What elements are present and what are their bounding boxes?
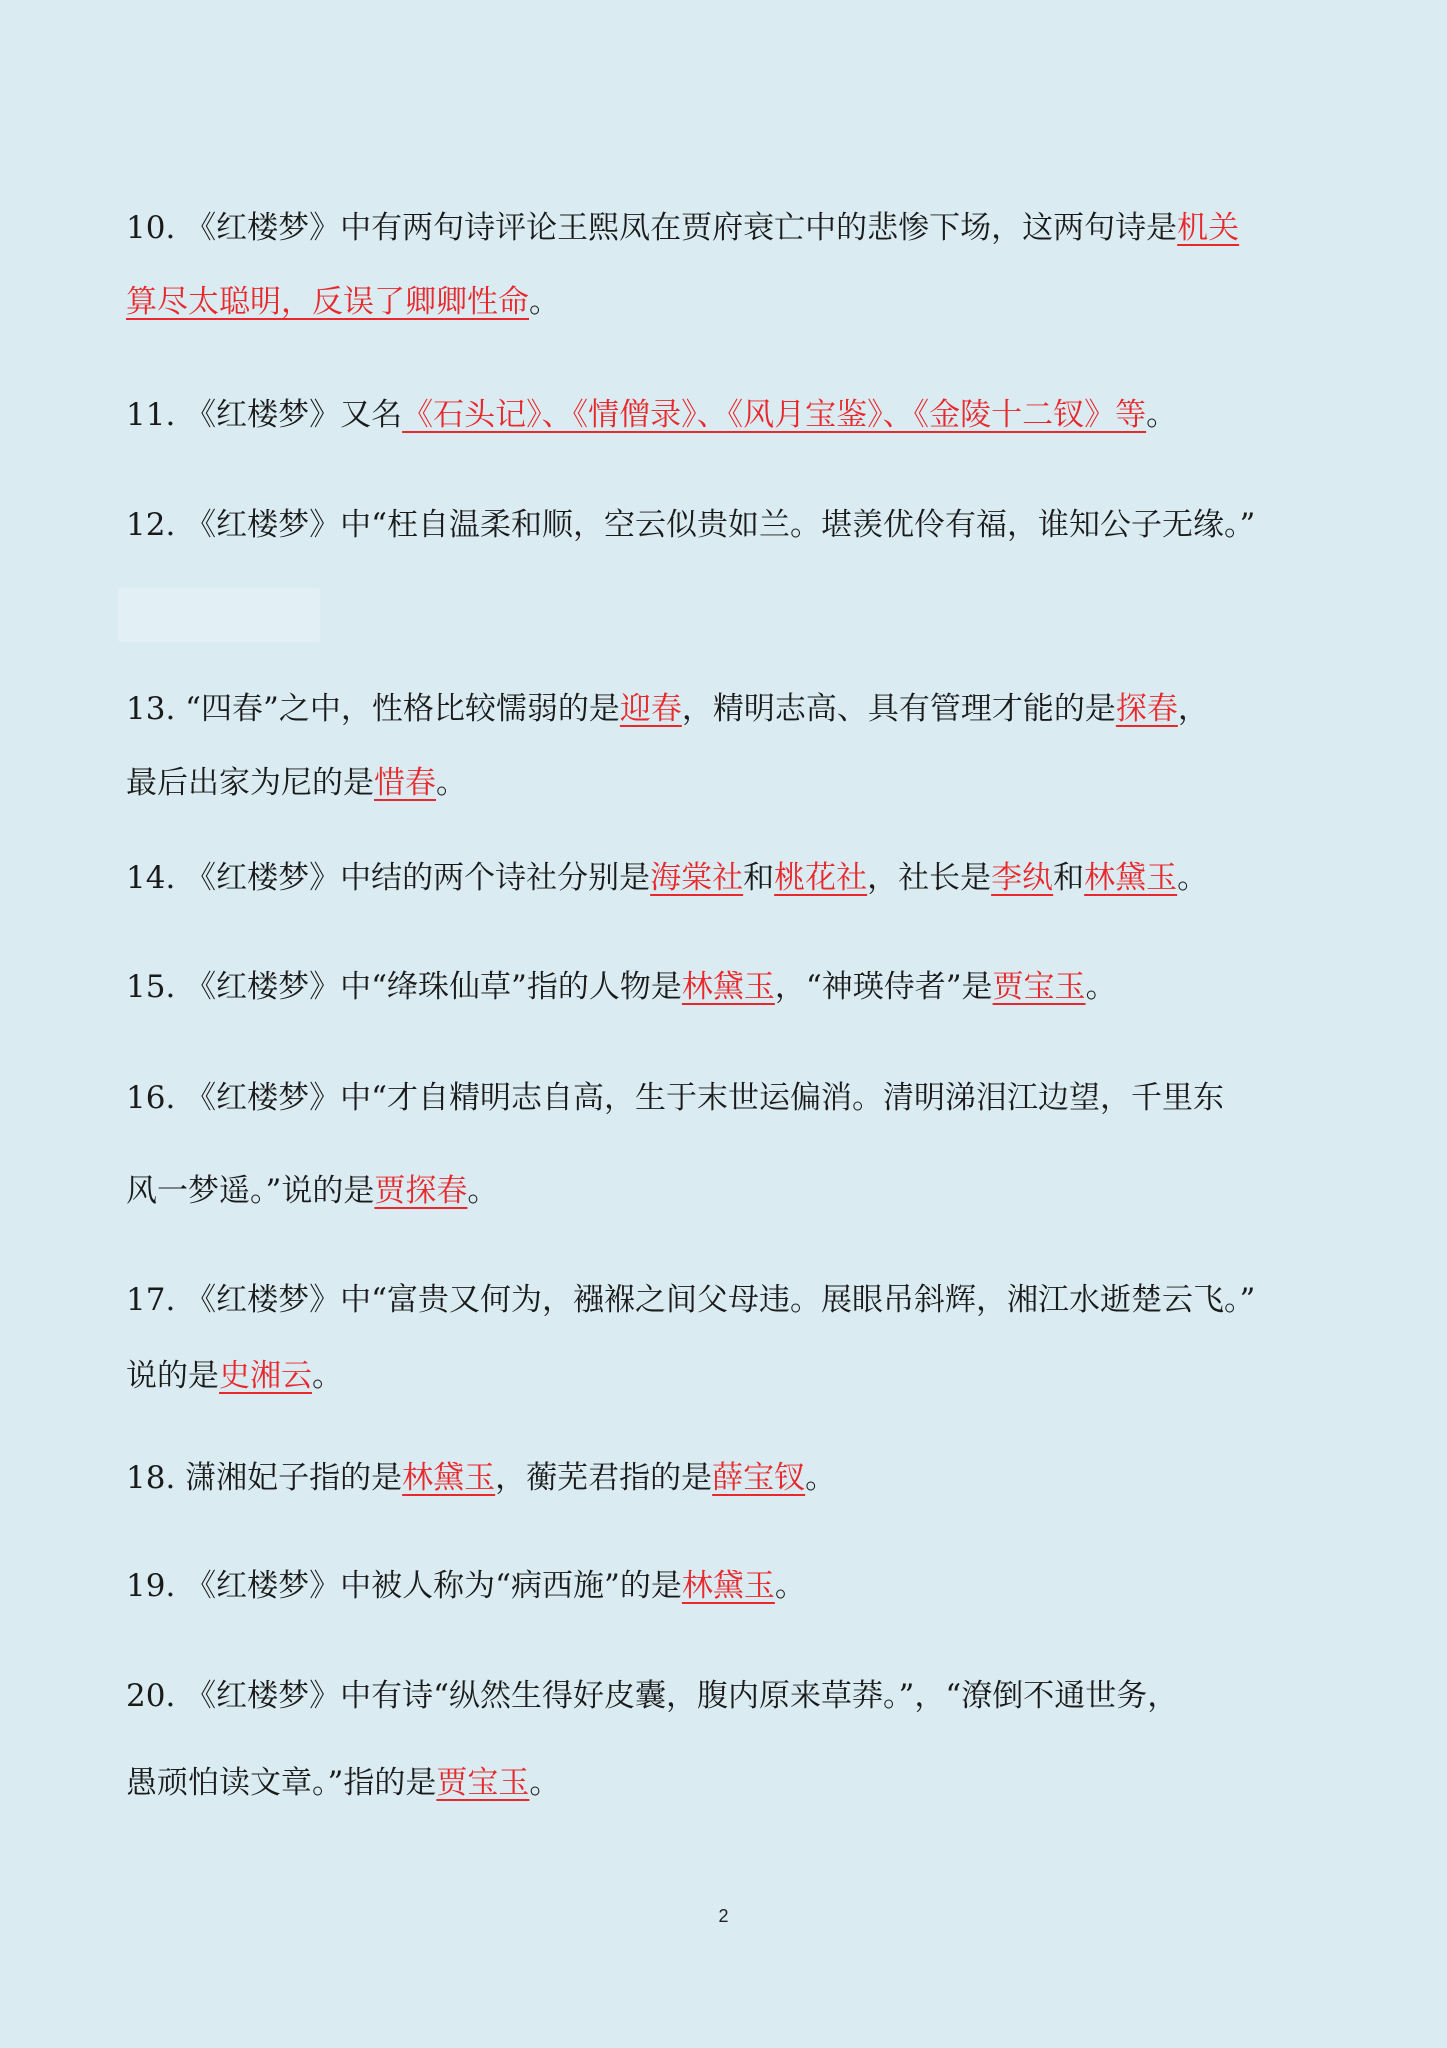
- answer-text: 探春: [1115, 691, 1178, 727]
- question-text: 。: [529, 1765, 561, 1801]
- question-line: [126, 852, 1208, 897]
- question-text: 15. 《红楼梦》中“绛珠仙草”指的人物是: [126, 969, 682, 1005]
- question-text: 17. 《红楼梦》中“富贵又何为，襁褓之间父母违。展眼吊斜辉，湘江水逝楚云飞。”: [126, 1282, 1256, 1318]
- answer-text: 贾宝玉: [436, 1765, 530, 1801]
- answer-text: 林黛玉: [681, 969, 775, 1005]
- question-text: 。: [436, 765, 467, 801]
- question-line: [126, 757, 467, 802]
- question-text: 20. 《红楼梦》中有诗“纵然生得好皮囊，腹内原来草莽。”，“潦倒不通世务，: [126, 1678, 1179, 1714]
- page-number: 2: [718, 1906, 729, 1926]
- question-line: [126, 683, 1209, 728]
- question-line: [126, 1072, 1224, 1117]
- question-line: [126, 499, 1255, 544]
- question-text: ，: [1177, 691, 1209, 727]
- question-line: [126, 1560, 806, 1605]
- question-text: 14. 《红楼梦》中结的两个诗社分别是: [126, 860, 651, 896]
- question-line: [126, 1165, 498, 1210]
- question-text: 11. 《红楼梦》又名: [126, 397, 403, 433]
- question-line: [126, 961, 1117, 1006]
- question-line: [126, 1670, 1178, 1715]
- question-text: 10. 《红楼梦》中有两句诗评论王熙凤在贾府衰亡中的悲惨下场，这两句诗是: [126, 210, 1178, 246]
- question-text: 。: [805, 1460, 837, 1496]
- answer-text: 迎春: [619, 691, 682, 727]
- answer-text: 《石头记》、《情僧录》、《风月宝鉴》、《金陵十二钗》等: [402, 397, 1147, 433]
- question-line: [126, 276, 560, 321]
- answer-text: 机关: [1177, 210, 1240, 246]
- question-text: 愚顽怕读文章。”指的是: [126, 1765, 437, 1801]
- answer-text: 贾探春: [374, 1173, 468, 1209]
- question-text: 。: [467, 1173, 499, 1209]
- question-text: ，精明志高、具有管理才能的是: [681, 691, 1116, 727]
- question-text: 。: [1146, 397, 1178, 433]
- question-text: 。: [1085, 969, 1117, 1005]
- blank-space: [118, 588, 320, 642]
- question-text: 和: [743, 860, 775, 896]
- question-line: [126, 1757, 560, 1802]
- question-text: 16. 《红楼梦》中“才自精明志自高，生于末世运偏消。清明涕泪江边望，千里东: [126, 1080, 1224, 1116]
- answer-text: 林黛玉: [681, 1568, 775, 1604]
- question-text: 。: [312, 1358, 343, 1394]
- question-line: [126, 1350, 343, 1395]
- question-line: [126, 1274, 1255, 1319]
- answer-text: 海棠社: [650, 860, 744, 896]
- question-text: ，蘅芜君指的是: [495, 1460, 713, 1496]
- question-line: [126, 202, 1239, 247]
- answer-text: 桃花社: [774, 860, 868, 896]
- answer-text: 贾宝玉: [992, 969, 1086, 1005]
- answer-text: 李纨: [991, 860, 1054, 896]
- question-text: 18. 潇湘妃子指的是: [126, 1460, 403, 1496]
- question-line: [126, 1452, 836, 1497]
- question-text: 。: [1177, 860, 1209, 896]
- answer-text: 林黛玉: [1084, 860, 1178, 896]
- answer-text: 惜春: [374, 765, 436, 801]
- question-text: ，“神瑛侍者”是: [774, 969, 993, 1005]
- question-text: 12. 《红楼梦》中“枉自温柔和顺，空云似贵如兰。堪羡优伶有福，谁知公子无缘。”: [126, 507, 1256, 543]
- question-text: 。: [774, 1568, 806, 1604]
- question-text: 19. 《红楼梦》中被人称为“病西施”的是: [126, 1568, 682, 1604]
- answer-text: 林黛玉: [402, 1460, 496, 1496]
- answer-text: 史湘云: [219, 1358, 312, 1394]
- question-text: 说的是: [126, 1358, 219, 1394]
- question-line: [126, 389, 1177, 434]
- answer-text: 薛宝钗: [712, 1460, 806, 1496]
- question-text: 。: [529, 284, 560, 320]
- question-text: 和: [1053, 860, 1085, 896]
- question-text: 最后出家为尼的是: [126, 765, 374, 801]
- question-text: 风一梦遥。”说的是: [126, 1173, 375, 1209]
- answer-text: 算尽太聪明，反误了卿卿性命: [126, 284, 529, 320]
- question-text: ，社长是: [867, 860, 992, 896]
- question-text: 13. “四春”之中，性格比较懦弱的是: [126, 691, 620, 727]
